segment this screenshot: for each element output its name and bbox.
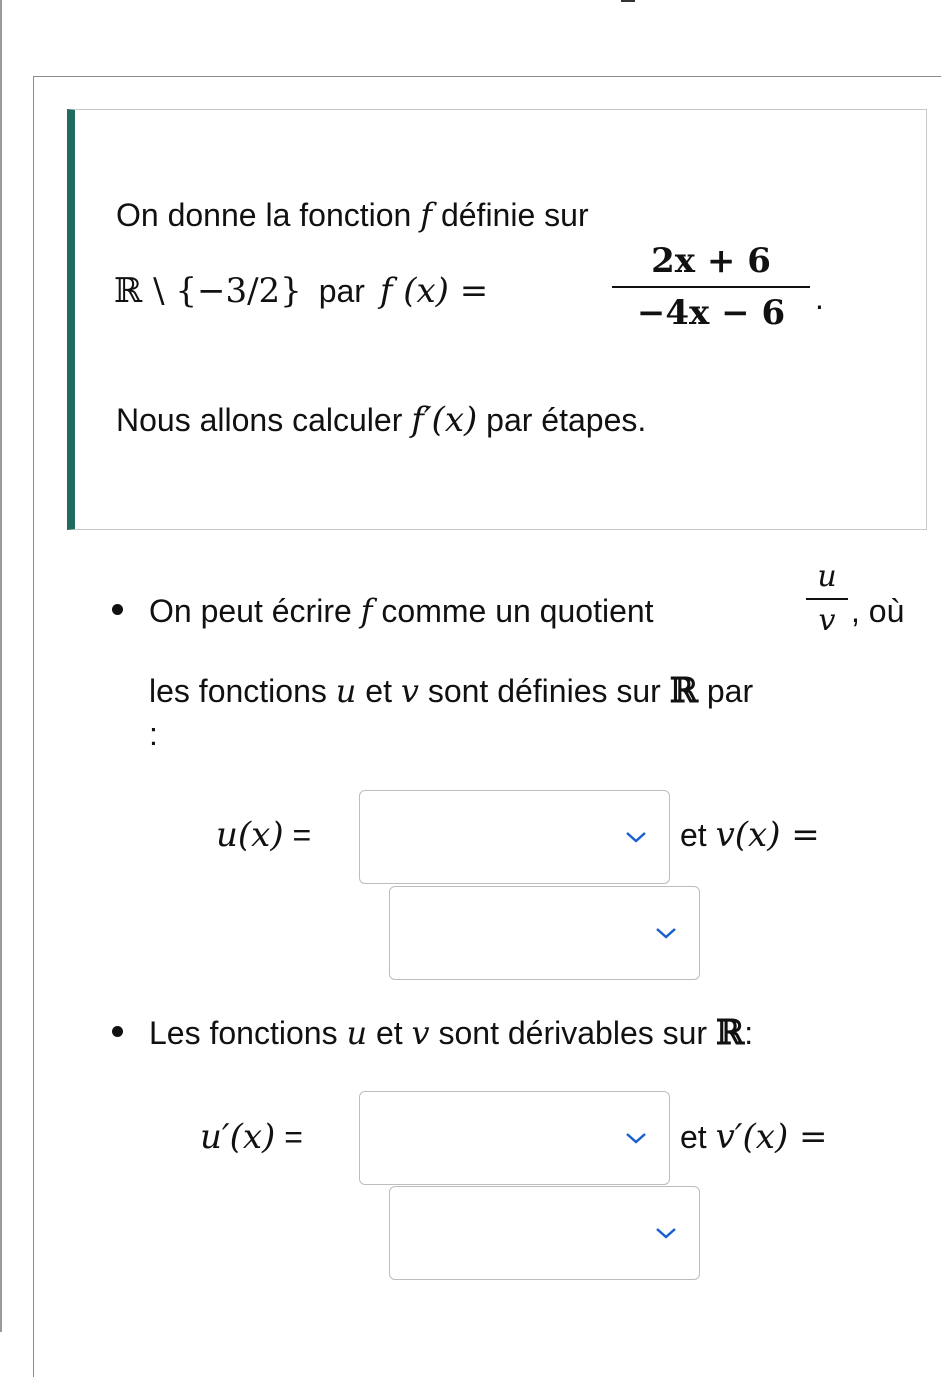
step1-line-1: On peut écrire f comme un quotient: [149, 592, 654, 630]
vprime-select[interactable]: [389, 1186, 700, 1280]
intro-period: .: [815, 280, 824, 316]
top-marker: [621, 0, 635, 2]
step1-line-2: les fonctions u et v sont définies sur ℝ par: [149, 671, 754, 711]
v-def-label: et v(x) =: [680, 815, 820, 855]
u-def-label: u(x) =: [216, 815, 312, 855]
step2-line-1: Les fonctions u et v sont dérivables sur ℝ:: [149, 1013, 754, 1053]
intro-fraction: [612, 241, 810, 333]
step1-colon: :: [149, 716, 158, 752]
quotient-fraction: u v: [806, 562, 848, 636]
bullet-step-1: [112, 604, 123, 615]
step1-ou: , où: [851, 593, 905, 629]
numerator: 2x + 6: [651, 241, 771, 281]
chevron-down-icon: [625, 1132, 647, 1144]
bullet-step-2: [112, 1026, 123, 1037]
vprime-def-label: et v′(x) =: [680, 1117, 828, 1157]
denominator: −4x − 6: [636, 293, 786, 333]
intro-line-2: ℝ \ {−3/2} par f (x) =: [114, 271, 489, 311]
chevron-down-icon: [655, 1227, 677, 1239]
u-select[interactable]: [359, 790, 670, 884]
uprime-select[interactable]: [359, 1091, 670, 1185]
v-select[interactable]: [389, 886, 700, 980]
window-edge: [0, 0, 2, 1332]
intro-line-1: On donne la fonction f définie sur: [116, 196, 589, 234]
function-def: f (x) =: [379, 271, 489, 311]
chevron-down-icon: [655, 927, 677, 939]
intro-line-3: Nous allons calculer f′(x) par étapes.: [116, 400, 647, 440]
domain: ℝ \ {−3/2}: [114, 271, 302, 311]
uprime-def-label: u′(x) =: [200, 1117, 303, 1157]
chevron-down-icon: [625, 831, 647, 843]
